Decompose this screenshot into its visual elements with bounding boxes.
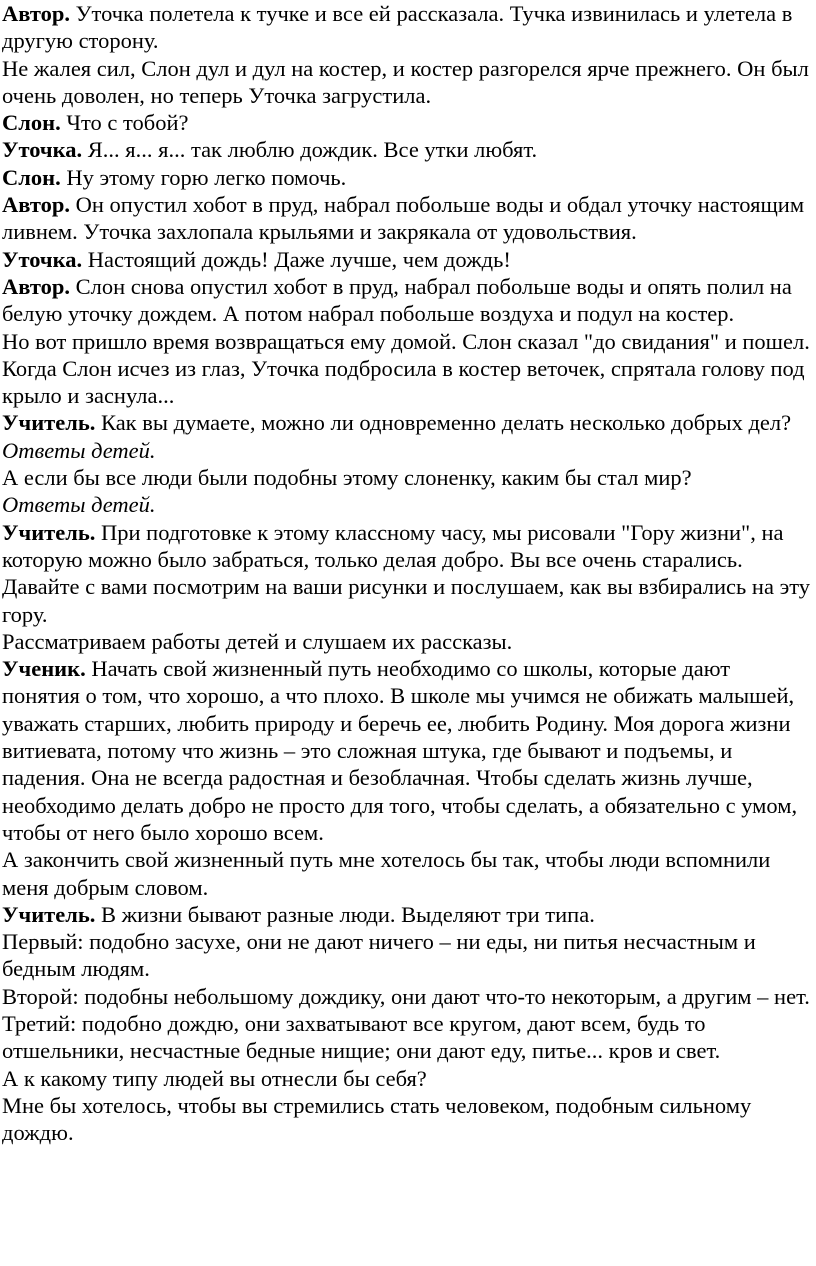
paragraph-text: Он опустил хобот в пруд, набрал побольше воды и обдал уточку настоящим ливнем. Уточка захлопала крыльями и закрякала от удовольствия.: [2, 192, 805, 245]
paragraph-text: Уточка полетела к тучке и все ей рассказала. Тучка извинилась и улетела в другую сторону.: [2, 1, 793, 54]
speaker-label: Уточка.: [2, 137, 83, 163]
paragraph-text: Мне бы хотелось, чтобы вы стремились стать человеком, подобным сильному дождю.: [2, 1092, 752, 1146]
paragraph-which-type: [2, 1065, 812, 1092]
paragraph-text: Ну этому горю легко помочь.: [60, 164, 347, 190]
speaker-label: Учитель.: [2, 410, 96, 436]
paragraph-text: Настоящий дождь! Даже лучше, чем дождь!: [82, 246, 511, 272]
speaker-label: Слон.: [2, 164, 61, 190]
paragraph-text: А закончить свой жизненный путь мне хотелось бы так, чтобы люди вспомнили меня добрым словом.: [2, 847, 771, 900]
paragraph-elephant-1: [2, 109, 812, 136]
paragraph-student-end: [2, 846, 812, 901]
paragraph-teacher-2: [2, 519, 812, 628]
paragraph-narration-2: [2, 328, 812, 410]
speaker-label: Учитель.: [2, 901, 96, 927]
speaker-label: Ученик.: [2, 656, 86, 682]
paragraph-text: Что с тобой?: [60, 110, 189, 136]
paragraph-text: Первый: подобно засухе, они не дают ничего – ни еды, ни питья несчастным и бедным людям.: [2, 929, 756, 982]
speaker-label: Автор.: [2, 1, 70, 26]
paragraph-elephant-2: [2, 164, 812, 191]
paragraph-text: Второй: подобны небольшому дождику, они дают что-то некоторым, а другим – нет.: [2, 983, 810, 1009]
paragraph-type-first: [2, 928, 812, 983]
paragraph-question: [2, 464, 812, 491]
paragraph-author-3: [2, 273, 812, 328]
paragraph-text: Но вот пришло время возвращаться ему домой. Слон сказал "до свидания" и пошел. Когда Слон исчез из глаз, Уточка подбросила в костер веточек, спрятала голову под крыло и заснула...: [2, 328, 810, 409]
speaker-label: Автор.: [2, 273, 70, 299]
speaker-label: Уточка.: [2, 246, 83, 272]
paragraph-text: Слон снова опустил хобот в пруд, набрал побольше воды и опять полил на белую уточку дождем. А потом набрал побольше воздуха и подул на костер.: [2, 273, 792, 327]
paragraph-text: Рассматриваем работы детей и слушаем их рассказы.: [2, 628, 513, 654]
paragraph-children-answers-2: [2, 491, 812, 518]
paragraph-text: А если бы все люди были подобны этому слоненку, каким бы стал мир?: [2, 465, 692, 491]
paragraph-text: При подготовке к этому классному часу, мы рисовали "Гору жизни", на которую можно было забраться, только делая добро. Вы все очень старались. Давайте с вами посмотрим на ваши рисунки и послушаем, как вы взбирались на эту гору.: [2, 519, 811, 627]
paragraph-type-third: [2, 1010, 812, 1065]
speaker-label: Автор.: [2, 192, 70, 218]
paragraph-text: Ответы детей.: [2, 437, 156, 463]
speaker-label: Слон.: [2, 110, 61, 136]
paragraph-teacher-3: [2, 901, 812, 928]
speaker-label: Учитель.: [2, 519, 96, 545]
paragraph-review-works: [2, 628, 812, 655]
paragraph-text: Ответы детей.: [2, 492, 156, 518]
paragraph-author-2: [2, 191, 812, 246]
paragraph-duck-1: [2, 136, 812, 163]
paragraph-text: В жизни бывают разные люди. Выделяют три типа.: [95, 901, 595, 927]
paragraph-teacher-1: [2, 409, 812, 436]
paragraph-children-answers-1: [2, 437, 812, 464]
paragraph-student: [2, 655, 812, 846]
paragraph-text: Начать свой жизненный путь необходимо со школы, которые дают понятия о том, что хорошо, а что плохо. В школе мы учимся не обижать малышей, уважать старших, любить природу и беречь ее, любить Родину. Моя дорога жизни витиеватa, потому что жизнь – это сложная штука, где бывают и подъемы, и падения. Она не всегда радостная и безоблачная. Чтобы сделать жизнь лучше, необходимо делать добро не просто для того, чтобы сделать, а обязательно с умом, чтобы от него было хорошо всем.: [2, 656, 798, 845]
paragraph-narration-1: [2, 55, 812, 110]
paragraph-text: А к какому типу людей вы отнесли бы себя?: [2, 1065, 427, 1091]
paragraph-text: Третий: подобно дождю, они захватывают все кругом, дают всем, будь то отшельники, несчастные бедные нищие; они дают еду, питье... кров и свет.: [2, 1010, 721, 1064]
paragraph-text: Я... я... я... так люблю дождик. Все утки любят.: [82, 137, 538, 163]
paragraph-text: Как вы думаете, можно ли одновременно делать несколько добрых дел?: [95, 410, 792, 436]
paragraph-author-1: [2, 0, 812, 55]
paragraph-type-second: [2, 983, 812, 1010]
paragraph-closing-wish: [2, 1092, 812, 1147]
paragraph-text: Не жалея сил, Слон дул и дул на костер, и костер разгорелся ярче прежнего. Он был очень доволен, но теперь Уточка загрустила.: [2, 55, 809, 108]
paragraph-duck-2: [2, 246, 812, 273]
